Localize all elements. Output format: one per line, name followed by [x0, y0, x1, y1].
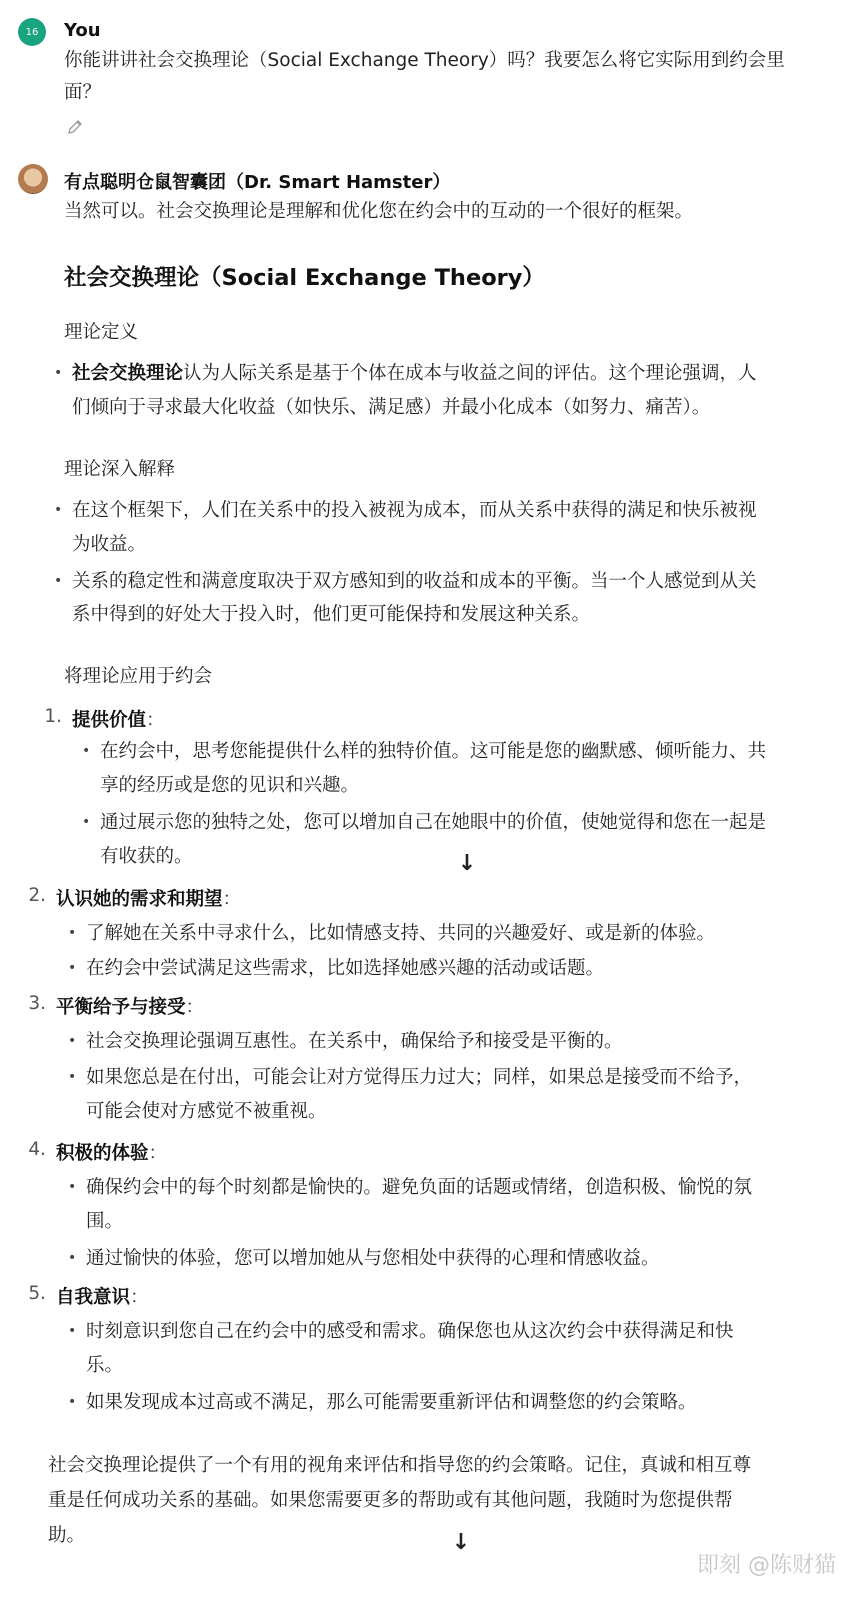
user-name: You	[64, 20, 101, 41]
pencil-icon[interactable]	[66, 118, 84, 136]
list-item: • 通过展示您的独特之处，您可以增加自己在她眼中的价值，使她觉得和您在一起是	[100, 805, 766, 840]
list-item-continuation: 系中得到的好处大于投入时，他们更可能保持和发展这种关系。	[72, 604, 591, 625]
list-title: 认识她的需求和期望：	[56, 889, 242, 910]
text-span: 认为人际关系是基于个体在成本与收益之间的评估。这个理论强调，人	[183, 363, 757, 384]
list-item-continuation: 们倾向于寻求最大化收益（如快乐、满足感）并最小化成本（如努力、痛苦）。	[72, 397, 711, 418]
list-number: 2.	[28, 885, 46, 906]
bot-intro: 当然可以。社会交换理论是理解和优化您在约会中的互动的一个很好的框架。	[64, 201, 694, 222]
list-item	[72, 356, 757, 391]
list-number: 4.	[28, 1139, 46, 1160]
bold-term: 社会交换理论	[72, 363, 184, 384]
list-item: • 了解她在关系中寻求什么，比如情感支持、共同的兴趣爱好、或是新的体验。	[86, 916, 715, 951]
list-item-continuation: 有收获的。	[100, 846, 193, 867]
list-item: • 如果发现成本过高或不满足，那么可能需要重新评估和调整您的约会策略。	[86, 1385, 697, 1420]
list-item: • 社会交换理论强调互惠性。在关系中，确保给予和接受是平衡的。	[86, 1024, 623, 1059]
closing-line: 社会交换理论提供了一个有用的视角来评估和指导您的约会策略。记住，真诚和相互尊	[48, 1455, 752, 1476]
list-item-continuation: 乐。	[86, 1355, 124, 1376]
scroll-down-button[interactable]: ↓	[451, 1529, 471, 1555]
bot-avatar	[18, 164, 48, 194]
subheading-definition: 理论定义	[64, 322, 139, 343]
list-item: • 确保约会中的每个时刻都是愉快的。避免负面的话题或情绪，创造积极、愉悦的氛	[86, 1170, 752, 1205]
list-item-continuation: 可能会使对方感觉不被重视。	[86, 1101, 327, 1122]
subheading-deep: 理论深入解释	[64, 459, 176, 480]
list-item: • 通过愉快的体验，您可以增加她从与您相处中获得的心理和情感收益。	[86, 1241, 660, 1276]
list-title: 积极的体验：	[56, 1143, 168, 1164]
section-heading: 社会交换理论（Social Exchange Theory）	[64, 265, 545, 291]
list-item: • 关系的稳定性和满意度取决于双方感知到的收益和成本的平衡。当一个人感觉到从关	[72, 564, 757, 599]
list-title: 自我意识：	[56, 1287, 149, 1308]
list-item-continuation: 为收益。	[72, 534, 147, 555]
list-item: • 在约会中，思考您能提供什么样的独特价值。这可能是您的幽默感、倾听能力、共	[100, 734, 766, 769]
closing-line: 助。	[48, 1525, 86, 1546]
user-avatar	[18, 18, 46, 46]
user-message-line: 面？	[64, 82, 102, 103]
list-item: • 在约会中尝试满足这些需求，比如选择她感兴趣的活动或话题。	[86, 951, 604, 986]
list-item-continuation: 享的经历或是您的见识和兴趣。	[100, 775, 360, 796]
list-number: 5.	[28, 1283, 46, 1304]
list-title: 提供价值：	[72, 710, 165, 731]
bot-name: 有点聪明仓鼠智囊团（Dr. Smart Hamster）	[64, 172, 451, 193]
list-number: 3.	[28, 993, 46, 1014]
list-item-continuation: 围。	[86, 1211, 124, 1232]
list-title: 平衡给予与接受：	[56, 997, 205, 1018]
list-item: • 如果您总是在付出，可能会让对方觉得压力过大；同样，如果总是接受而不给予，	[86, 1060, 752, 1095]
list-number: 1.	[44, 706, 62, 727]
avatar-label: 16	[25, 26, 39, 38]
user-message-line: 你能讲讲社会交换理论（Social Exchange Theory）吗？我要怎么将它实际用到约会里	[64, 50, 785, 71]
watermark: 即刻 @陈财猫	[697, 1553, 836, 1578]
scroll-down-button[interactable]: ↓	[457, 850, 477, 876]
list-item: • 时刻意识到您自己在约会中的感受和需求。确保您也从这次约会中获得满足和快	[86, 1314, 734, 1349]
subheading-apply: 将理论应用于约会	[64, 666, 213, 687]
list-item: • 在这个框架下，人们在关系中的投入被视为成本，而从关系中获得的满足和快乐被视	[72, 493, 757, 528]
closing-line: 重是任何成功关系的基础。如果您需要更多的帮助或有其他问题，我随时为您提供帮	[48, 1490, 733, 1511]
